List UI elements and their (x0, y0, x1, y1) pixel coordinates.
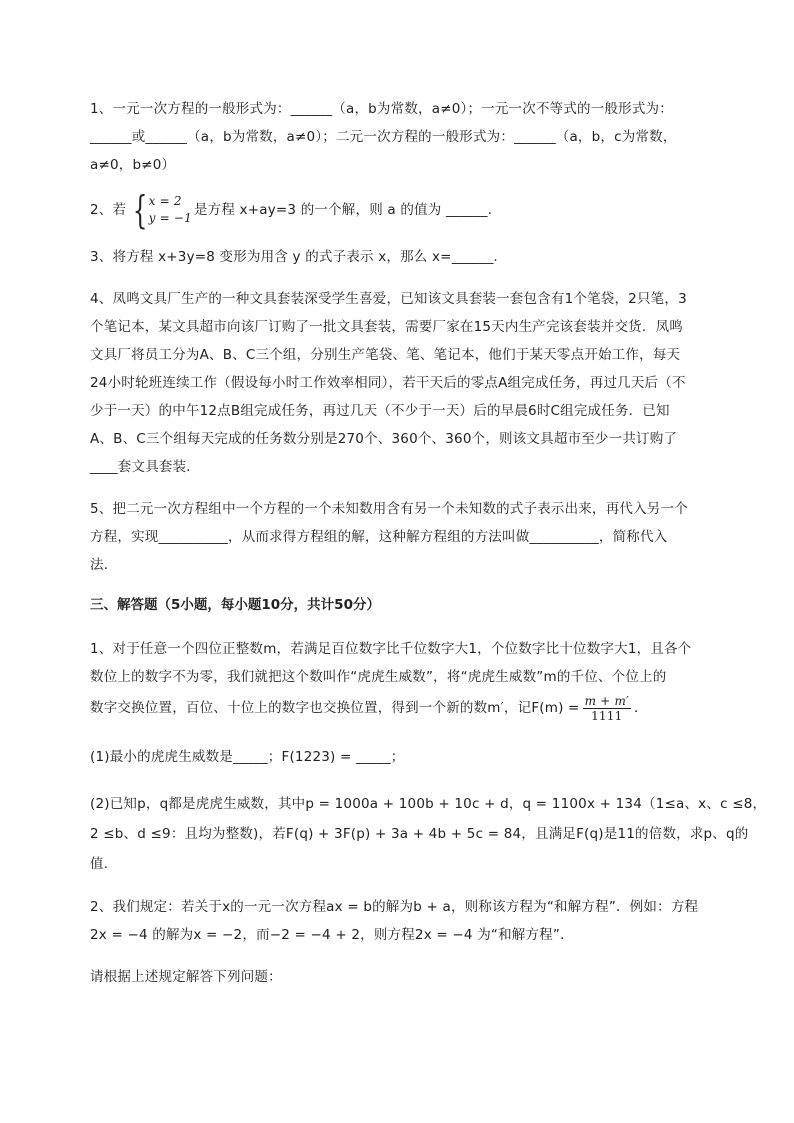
text-line: ____套文具套装． (90, 459, 200, 475)
brace-symbol: { (133, 188, 148, 232)
fraction (583, 694, 631, 723)
text-line: 值． (90, 856, 118, 872)
text-line: A、B、C三个组每天完成的任务数分别是270个、360个、360个，则该文具超市至少一共订购了 (90, 431, 678, 447)
question-text: 是方程 x+ay=3 的一个解，则 a 的值为 ______. (193, 202, 493, 218)
solve-question-1 (90, 635, 740, 725)
text-line: 法． (90, 557, 118, 573)
text-line: 3、将方程 x+3y=8 变形为用含 y 的式子表示 x，那么 x=______. (90, 249, 498, 265)
solve-question-2-instruction (90, 963, 740, 991)
text-line: 文具厂将员工分为A、B、C三个组，分别生产笔袋、笔、笔记本，他们于某天零点开始工作，每天 (90, 347, 681, 363)
fill-question-4 (90, 285, 740, 481)
text-line: 1、对于任意一个四位正整数m，若满足百位数字比千位数字大1，个位数字比十位数字大1，且各个 (90, 641, 692, 657)
text-line: 2、我们规定：若关于x的一元一次方程ax = b的解为b + a，则称该方程为“和解方程”．例如：方程 (90, 899, 699, 915)
text-line: (2)已知p，q都是虎虎生威数，其中p = 1000a + 100b + 10c + d，q = 1100x + 134（1≤a、x、c ≤8， (90, 796, 767, 812)
text-line: 个笔记本，某文具超市向该厂订购了一批文具套装，需要厂家在15天内生产完该套装并交货．凤鸣 (90, 319, 683, 335)
worksheet-page (90, 95, 767, 1003)
fill-question-3 (90, 243, 740, 271)
text-line: 2x = −4 的解为x = −2，而−2 = −4 + 2，则方程2x = −4 为“和解方程”． (90, 927, 574, 943)
text-line: 请根据上述规定解答下列问题： (90, 969, 282, 985)
text-segment: 数字交换位置，百位、十位上的数字也交换位置，得到一个新的数m′，记F(m) = (90, 700, 580, 716)
text-line: a≠0，b≠0） (90, 157, 176, 173)
text-line: 少于一天）的中午12点B组完成任务，再过几天（不少于一天）后的早晨6时C组完成任务．已知 (90, 403, 670, 419)
text-line: ______或______（a，b为常数，a≠0）；二元一次方程的一般形式为：______（a，b，c为常数， (90, 129, 677, 145)
text-line (90, 691, 740, 725)
text-line: 2 ≤b、d ≤9：且均为整数)，若F(q) + 3F(p) + 3a + 4b + 5c = 84，且满足F(q)是11的倍数，求p、q的 (90, 826, 749, 842)
fill-question-1 (90, 95, 740, 179)
equation-system (128, 188, 192, 232)
system-line-2: y = −1 (148, 211, 192, 225)
system-line-1: x = 2 (148, 194, 182, 208)
fraction-denominator: 1111 (591, 708, 623, 723)
text-line: 5、把二元一次方程组中一个方程的一个未知数用含有另一个未知数的式子表示出来，再代入另一个 (90, 501, 688, 517)
solve-question-2 (90, 893, 740, 949)
section-title: 三、解答题（5小题，每小题10分，共计50分） (90, 597, 380, 613)
text-line: (1)最小的虎虎生威数是_____；F(1223) = _____； (90, 749, 405, 765)
question-prefix: 2、若 (90, 202, 127, 218)
text-segment: ． (633, 700, 648, 716)
text-line: 4、凤鸣文具厂生产的一种文具套装深受学生喜爱，已知该文具套装一套包含有1个笔袋，2只笔，3 (90, 291, 687, 307)
text-line: 方程，实现__________，从而求得方程组的解，这种解方程组的方法叫做__________，简称代入 (90, 529, 668, 545)
fraction-numerator: m + m′ (584, 693, 629, 708)
solve-question-1-part-2 (90, 789, 767, 879)
text-line: 数位上的数字不为零，我们就把这个数叫作“虎虎生威数”，将“虎虎生威数”m的千位、个位上的 (90, 669, 667, 685)
fill-question-5 (90, 495, 740, 579)
solve-question-1-part-1 (90, 743, 740, 771)
text-line: 24小时轮班连续工作（假设每小时工作效率相同），若干天后的零点A组完成任务，再过几天后（不 (90, 375, 686, 391)
text-line: 1、一元一次方程的一般形式为：______（a，b为常数，a≠0）；一元一次不等式的一般形式为： (90, 101, 673, 117)
fill-question-2 (90, 188, 740, 232)
